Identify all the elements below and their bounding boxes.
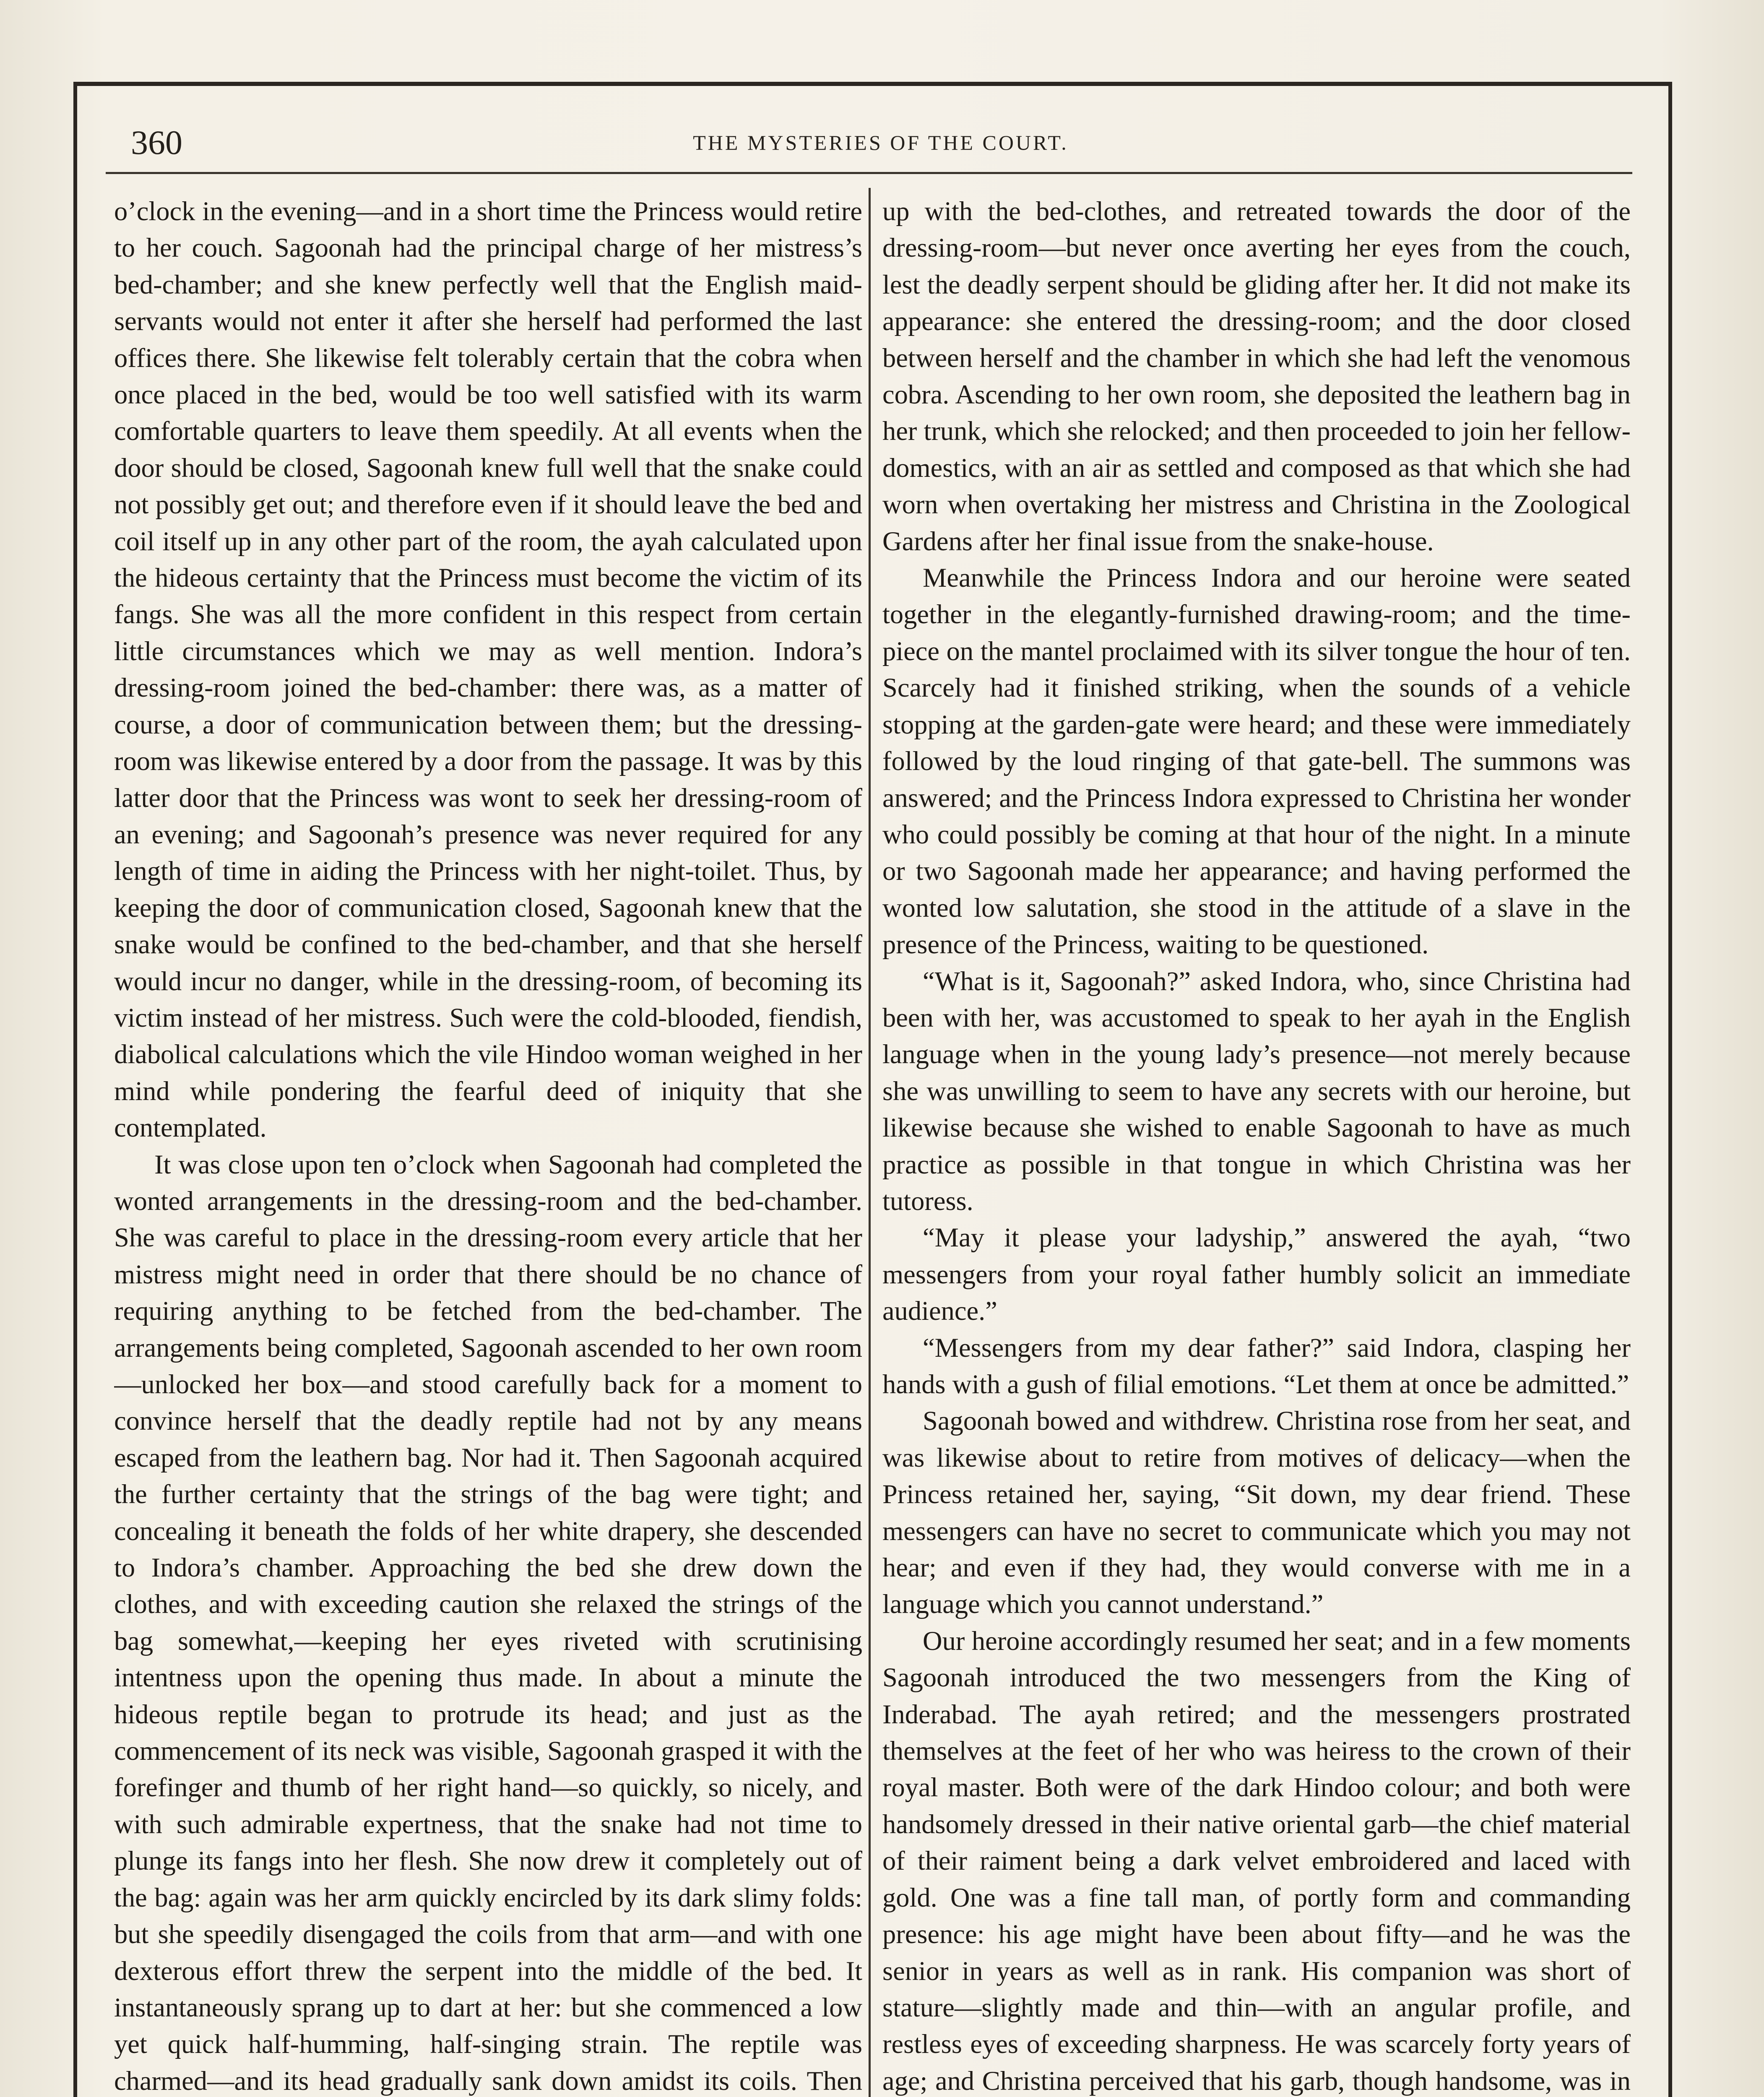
page-border-right — [1668, 82, 1672, 2097]
running-title: THE MYSTERIES OF THE COURT. — [693, 131, 1069, 154]
page-border-left — [73, 82, 77, 2097]
paragraph: o’clock in the evening—and in a short time the Princess would retire to her couch. Sagoonah had the principal charge of her mistress’s bed-chamber; and she knew perfectly well that the English maid-servants would not enter it after she herself had performed the last offices there. She likewise felt tolerably certain that the cobra when once placed in the bed, would be too well satisfied with its warm comfortable quarters to leave them speedily. At all events when the door should be closed, Sagoonah knew full well that the snake could not possibly get out; and therefore even if it should leave the bed and coil itself up in any other part of the room, the ayah calculated upon the hideous certainty that the Princess must become the victim of its fangs. She was all the more confident in this respect from certain little circumstances which we may as well mention. Indora’s dressing-room joined the bed-chamber: there was, as a matter of course, a door of communication between them; but the dressing-room was likewise entered by a door from the passage. It was by this latter door that the Princess was wont to seek her dressing-room of an evening; and Sagoonah’s presence was never required for any length of time in aiding the Princess with her night-toilet. Thus, by keeping the door of communication closed, Sagoonah knew that the snake would be confined to the bed-chamber, and that she herself would incur no danger, while in the dressing-room, of becoming its victim instead of her mistress. Such were the cold-blooded, fiendish, diabolical calculations which the vile Hindoo woman weighed in her mind while pondering the fearful deed of iniquity that she contemplated. — [114, 196, 862, 1143]
left-column — [114, 193, 862, 2097]
header-rule — [106, 172, 1632, 174]
paragraph: Our heroine accordingly resumed her seat; and in a few moments Sagoonah introduced the two messengers from the King of Inderabad. The ayah retired; and the messengers prostrated themselves at the feet of her who was heiress to the crown of their royal master. Both were of the dark Hindoo colour; and both were handsomely dressed in their native oriental garb—the chief material of their raiment being a dark velvet embroidered and laced with gold. One was a fine tall man, of portly form and commanding presence: his age might have been about fifty—and he was the senior in years as well as in rank. His companion was short of stature—slightly made and thin—with an angular profile, and restless eyes of exceeding sharpness. He was scarcely forty years of age; and Christina perceived that his garb, though handsome, was in — [882, 1626, 1631, 2096]
paragraph: Meanwhile the Princess Indora and our heroine were seated together in the elegantly-furnished drawing-room; and the time-piece on the mantel proclaimed with its silver tongue the hour of ten. Scarcely had it finished striking, when the sounds of a vehicle stopping at the garden-gate were heard; and these were immediately followed by the loud ringing of that gate-bell. The summons was answered; and the Princess Indora expressed to Christina her wonder who could possibly be coming at that hour of the night. In a minute or two Sagoonah made her appearance; and having performed the wonted low salutation, she stood in the attitude of a slave in the presence of the Princess, waiting to be questioned. — [882, 563, 1631, 960]
right-column — [882, 193, 1631, 2097]
paragraph: up with the bed-clothes, and retreated towards the door of the dressing-room—but never once averting her eyes from the couch, lest the deadly serpent should be gliding after her. It did not make its appearance: she entered the dressing-room; and the door closed between herself and the chamber in which she had left the venomous cobra. Ascending to her own room, she deposited the leathern bag in her trunk, which she relocked; and then proceeded to join her fellow-domestics, with an air as settled and composed as that which she had worn when overtaking her mistress and Christina in the Zoological Gardens after her final issue from the snake-house. — [882, 196, 1631, 556]
page-number: 360 — [131, 123, 182, 161]
paragraph: It was close upon ten o’clock when Sagoonah had completed the wonted arrangements in the dressing-room and the bed-chamber. She was careful to place in the dressing-room every article that her mistress might need in order that there should be no chance of requiring anything to be fetched from the bed-chamber. The arrangements being completed, Sagoonah ascended to her own room—unlocked her box—and stood carefully back for a moment to convince herself that the deadly reptile had not by any means escaped from the leathern bag. Nor had it. Then Sagoonah acquired the further certainty that the strings of the bag were tight; and concealing it beneath the folds of her white drapery, she descended to Indora’s chamber. Approaching the bed she drew down the clothes, and with exceeding caution she relaxed the strings of the bag somewhat,—keeping her eyes riveted with scrutinising intentness upon the opening thus made. In about a minute the hideous reptile began to protrude its head; and just as the commencement of its neck was visible, Sagoonah grasped it with the forefinger and thumb of her right hand—so quickly, so nicely, and with such admirable expertness, that the snake had not time to plunge its fangs into her flesh. She now drew it completely out of the bag: again was her arm quickly encircled by its dark slimy folds: but she speedily disengaged the coils from that arm—and with one dexterous effort threw the serpent into the middle of the bed. It instantaneously sprang up to dart at her: but she commenced a low yet quick half-humming, half-singing strain. The reptile was charmed—and its head gradually sank down amidst its coils. Then — [114, 1149, 862, 2096]
paragraph: Sagoonah bowed and withdrew. Christina rose from her seat, and was likewise about to retire from motives of delicacy—when the Princess retained her, saying, “Sit down, my dear friend. These messengers can have no secret to communicate which you may not hear; and even if they had, they would converse with me in a language which you cannot understand.” — [882, 1406, 1631, 1619]
paragraph: “What is it, Sagoonah?” asked Indora, who, since Christina had been with her, was accustomed to speak to her ayah in the English language when in the young lady’s presence—not merely because she was unwilling to seem to have any secrets with our heroine, but likewise because she wished to enable Sagoonah to have as much practice as possible in that tongue in which Christina was her tutoress. — [882, 966, 1631, 1216]
column-divider — [869, 188, 871, 2097]
paragraph: “May it please your ladyship,” answered the ayah, “two messengers from your royal father humbly solicit an immediate audience.” — [882, 1223, 1631, 1326]
page-border-top — [73, 82, 1672, 86]
paragraph: “Messengers from my dear father?” said Indora, clasping her hands with a gush of filial emotions. “Let them at once be admitted.” — [882, 1332, 1631, 1399]
